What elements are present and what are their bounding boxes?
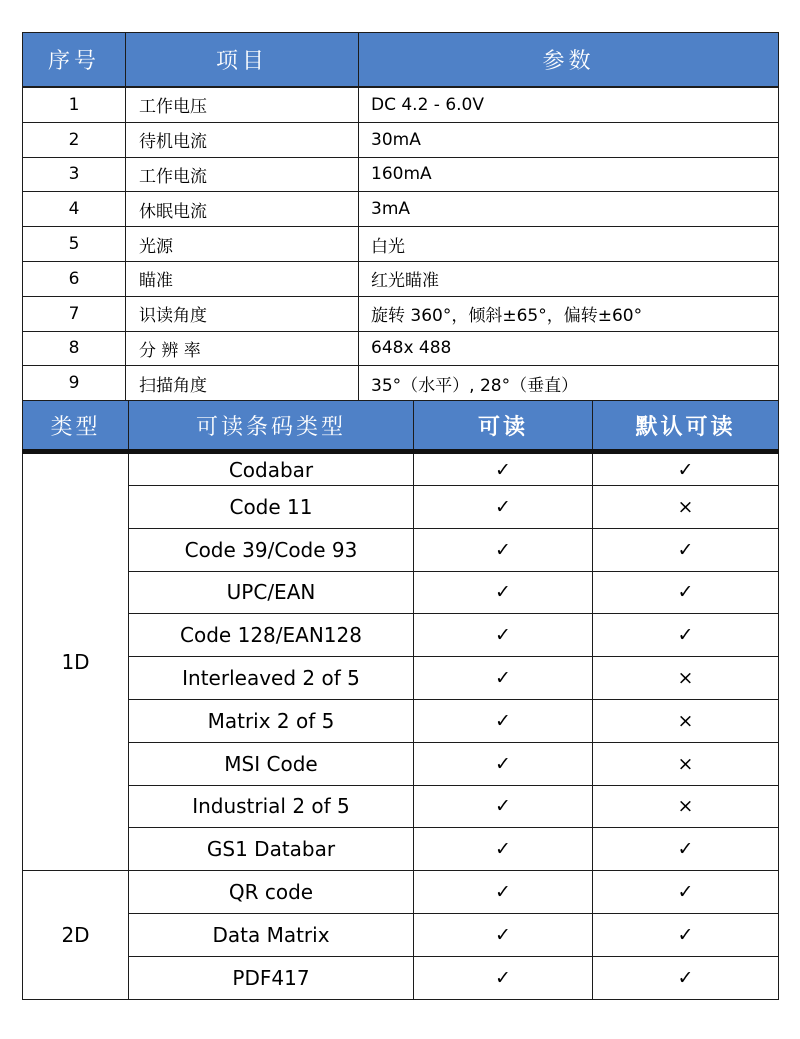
barcode-row xyxy=(23,913,779,956)
spec-value-cell: 3mA xyxy=(359,192,779,227)
spec-row xyxy=(23,87,779,122)
barcode-name-cell: QR code xyxy=(129,871,414,914)
spec-item-cell: 工作电压 xyxy=(126,87,359,122)
barcode-default-mark: ✓ xyxy=(593,956,779,999)
barcode-default-mark: × xyxy=(593,699,779,742)
barcode-default-mark: × xyxy=(593,742,779,785)
spec-header-no: 序号 xyxy=(23,33,126,88)
barcode-name-cell: MSI Code xyxy=(129,742,414,785)
barcode-readable-mark: ✓ xyxy=(414,614,593,657)
barcode-readable-mark: ✓ xyxy=(414,785,593,828)
barcode-header-row xyxy=(23,401,779,452)
spec-value-cell: 白光 xyxy=(359,227,779,262)
barcode-row xyxy=(23,785,779,828)
barcode-header-type: 类型 xyxy=(23,401,129,452)
spec-value-cell: DC 4.2 - 6.0V xyxy=(359,87,779,122)
spec-value-cell: 648x 488 xyxy=(359,331,779,366)
spec-no-cell: 6 xyxy=(23,261,126,296)
spec-no-cell: 7 xyxy=(23,296,126,331)
spec-row xyxy=(23,192,779,227)
spec-item-cell: 分 辨 率 xyxy=(126,331,359,366)
spec-row xyxy=(23,157,779,192)
spec-item-cell: 识读角度 xyxy=(126,296,359,331)
barcode-row xyxy=(23,742,779,785)
barcode-header-default: 默认可读 xyxy=(593,401,779,452)
barcode-row xyxy=(23,486,779,529)
spec-row xyxy=(23,122,779,157)
barcode-name-cell: Code 11 xyxy=(129,486,414,529)
spec-row xyxy=(23,331,779,366)
barcode-name-cell: Matrix 2 of 5 xyxy=(129,699,414,742)
spec-no-cell: 2 xyxy=(23,122,126,157)
spec-row xyxy=(23,261,779,296)
barcode-default-mark: × xyxy=(593,657,779,700)
barcode-row xyxy=(23,828,779,871)
barcode-header-symbology: 可读条码类型 xyxy=(129,401,414,452)
barcode-row xyxy=(23,528,779,571)
spec-value-cell: 红光瞄准 xyxy=(359,261,779,296)
spec-no-cell: 3 xyxy=(23,157,126,192)
spec-row xyxy=(23,227,779,262)
barcode-readable-mark: ✓ xyxy=(414,871,593,914)
barcode-name-cell: Code 39/Code 93 xyxy=(129,528,414,571)
spec-no-cell: 1 xyxy=(23,87,126,122)
barcode-default-mark: ✓ xyxy=(593,452,779,486)
barcode-name-cell: Interleaved 2 of 5 xyxy=(129,657,414,700)
barcode-readable-mark: ✓ xyxy=(414,571,593,614)
barcode-default-mark: ✓ xyxy=(593,528,779,571)
barcode-row xyxy=(23,871,779,914)
barcode-readable-mark: ✓ xyxy=(414,828,593,871)
barcode-readable-mark: ✓ xyxy=(414,956,593,999)
spec-no-cell: 5 xyxy=(23,227,126,262)
barcode-row xyxy=(23,956,779,999)
barcode-default-mark: ✓ xyxy=(593,571,779,614)
barcode-readable-mark: ✓ xyxy=(414,486,593,529)
barcode-header-readable: 可读 xyxy=(414,401,593,452)
barcode-category-cell: 2D xyxy=(23,871,129,999)
barcode-default-mark: ✓ xyxy=(593,871,779,914)
spec-header-item: 项目 xyxy=(126,33,359,88)
barcode-category-cell: 1D xyxy=(23,452,129,871)
spec-item-cell: 工作电流 xyxy=(126,157,359,192)
spec-row xyxy=(23,366,779,401)
spec-no-cell: 4 xyxy=(23,192,126,227)
spec-item-cell: 待机电流 xyxy=(126,122,359,157)
barcode-name-cell: Codabar xyxy=(129,452,414,486)
barcode-name-cell: GS1 Databar xyxy=(129,828,414,871)
spec-item-cell: 休眠电流 xyxy=(126,192,359,227)
spec-item-cell: 扫描角度 xyxy=(126,366,359,401)
spec-item-cell: 光源 xyxy=(126,227,359,262)
barcode-name-cell: Industrial 2 of 5 xyxy=(129,785,414,828)
spec-item-cell: 瞄准 xyxy=(126,261,359,296)
spec-no-cell: 9 xyxy=(23,366,126,401)
barcode-default-mark: ✓ xyxy=(593,614,779,657)
spec-value-cell: 30mA xyxy=(359,122,779,157)
barcode-readable-mark: ✓ xyxy=(414,913,593,956)
barcode-row xyxy=(23,571,779,614)
barcode-row xyxy=(23,657,779,700)
barcode-default-mark: × xyxy=(593,785,779,828)
spec-value-cell: 160mA xyxy=(359,157,779,192)
spec-header-value: 参数 xyxy=(359,33,779,88)
barcode-name-cell: Data Matrix xyxy=(129,913,414,956)
spec-row xyxy=(23,296,779,331)
barcode-default-mark: ✓ xyxy=(593,913,779,956)
barcode-readable-mark: ✓ xyxy=(414,742,593,785)
spec-value-cell: 旋转 360°，倾斜±65°，偏转±60° xyxy=(359,296,779,331)
barcode-default-mark: ✓ xyxy=(593,828,779,871)
barcode-row xyxy=(23,699,779,742)
spec-no-cell: 8 xyxy=(23,331,126,366)
barcode-readable-mark: ✓ xyxy=(414,657,593,700)
barcode-name-cell: PDF417 xyxy=(129,956,414,999)
barcode-default-mark: × xyxy=(593,486,779,529)
spec-value-cell: 35°（水平）, 28°（垂直） xyxy=(359,366,779,401)
barcode-name-cell: Code 128/EAN128 xyxy=(129,614,414,657)
barcode-table xyxy=(22,400,779,1000)
spec-table xyxy=(22,32,779,401)
barcode-row xyxy=(23,614,779,657)
barcode-readable-mark: ✓ xyxy=(414,452,593,486)
barcode-row xyxy=(23,452,779,486)
barcode-name-cell: UPC/EAN xyxy=(129,571,414,614)
spec-header-row xyxy=(23,33,779,88)
barcode-readable-mark: ✓ xyxy=(414,699,593,742)
barcode-readable-mark: ✓ xyxy=(414,528,593,571)
